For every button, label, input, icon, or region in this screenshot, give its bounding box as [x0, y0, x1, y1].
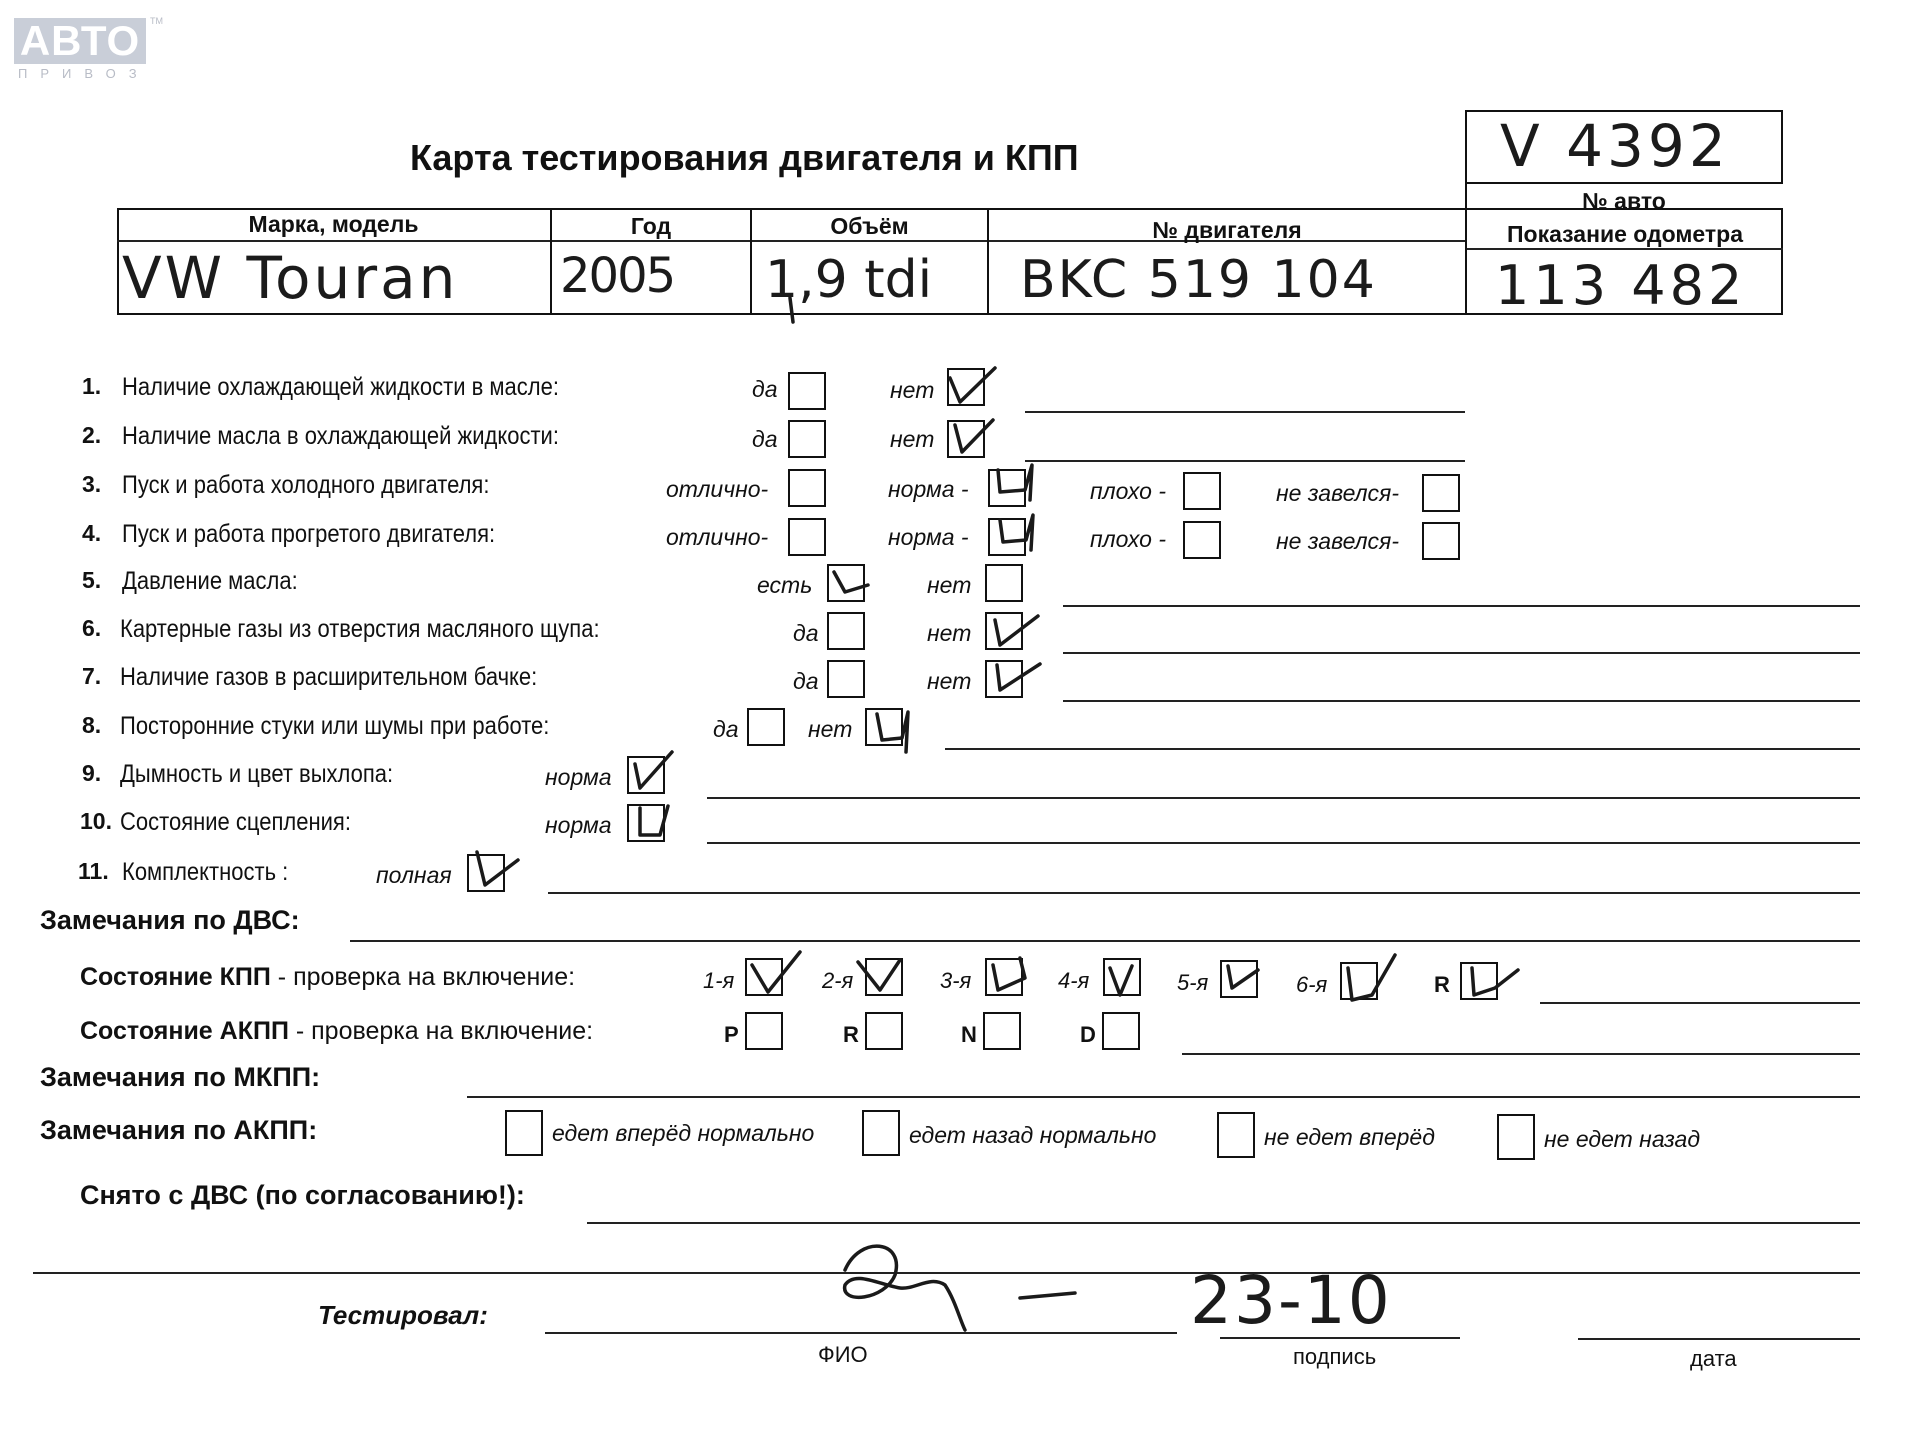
removed-label-bold: Снято с ДВС — [80, 1180, 249, 1210]
year-value: 2005 — [560, 248, 675, 304]
item-11-opt-full: полная — [376, 862, 452, 888]
logo-subtitle: ПРИВОЗ — [18, 66, 150, 81]
item-7-opt-no: нет — [927, 668, 972, 694]
item-9-number: 9. — [82, 760, 102, 786]
remarks-dvs-label: Замечания по ДВС: — [40, 905, 300, 935]
item-8-text: Посторонние стуки или шумы при работе: — [120, 712, 550, 740]
check-kpp-6 — [1348, 955, 1395, 1000]
item-10-text: Состояние сцепления: — [120, 808, 351, 836]
tested-label: Тестировал: — [318, 1300, 488, 1330]
date-value: 23-10 — [1190, 1262, 1392, 1339]
item-3-opt-normal: норма - — [888, 476, 969, 502]
check-item-7-no — [997, 664, 1040, 690]
item-7-number: 7. — [82, 663, 102, 689]
item-3-opt-excellent: отлично- — [666, 476, 769, 502]
item-4-opt-excellent: отлично- — [666, 524, 769, 550]
auto-number-value: V 4392 — [1500, 112, 1730, 180]
kpp-label-bold: Состояние КПП — [80, 963, 271, 991]
item-3-opt-nostart: не завелся- — [1276, 480, 1400, 506]
item-5-number: 5. — [82, 567, 102, 593]
check-kpp-3 — [993, 958, 1025, 990]
check-item-9-normal — [635, 752, 672, 788]
item-7-text: Наличие газов в расширительном бачке: — [120, 663, 538, 691]
check-item-10-normal — [640, 806, 668, 835]
item-2-text: Наличие масла в охлаждающей жидкости: — [122, 422, 559, 450]
item-5-text: Давление масла: — [122, 567, 298, 595]
akpp-label-rest: - проверка на включение: — [288, 1017, 594, 1045]
akpp-opt-forward: едет вперёд нормально — [552, 1120, 815, 1146]
check-kpp-1 — [752, 952, 800, 992]
kpp-gear-6-label: 6-я — [1296, 972, 1328, 997]
item-1-opt-yes: да — [752, 376, 778, 402]
item-9-opt-normal: норма — [545, 764, 612, 790]
auto-number-label: № авто — [1582, 188, 1666, 214]
item-4-opt-nostart: не завелся- — [1276, 528, 1400, 554]
logo-text: АВТО — [19, 17, 141, 64]
volume-label: Объём — [830, 213, 909, 239]
check-item-4-normal — [1000, 515, 1033, 550]
akpp-gear-p-label: P — [724, 1022, 739, 1047]
item-8-opt-yes: да — [713, 716, 739, 742]
item-1-opt-no: нет — [890, 377, 935, 403]
item-1-number: 1. — [82, 373, 102, 399]
item-4-opt-bad: плохо - — [1090, 526, 1166, 552]
check-item-6-no — [995, 616, 1038, 645]
check-kpp-r — [1472, 968, 1518, 995]
make-label: Марка, модель — [248, 211, 419, 237]
kpp-label-rest: - проверка на включение: — [270, 963, 576, 991]
year-label: Год — [630, 213, 672, 239]
item-11-text: Комплектность : — [122, 858, 289, 886]
item-5-opt-yes: есть — [757, 572, 813, 598]
item-7-opt-yes: да — [793, 668, 819, 694]
item-8-opt-no: нет — [808, 716, 853, 742]
item-3-number: 3. — [82, 471, 102, 497]
item-3-text: Пуск и работа холодного двигателя: — [122, 471, 490, 499]
date-caption: дата — [1690, 1346, 1737, 1371]
kpp-gear-4-label: 4-я — [1058, 968, 1090, 993]
item-8-number: 8. — [82, 712, 102, 738]
page-title: Карта тестирования двигателя и КПП — [410, 137, 1079, 178]
odometer-value: 113 482 — [1495, 254, 1747, 317]
fio-caption: ФИО — [818, 1342, 868, 1367]
check-kpp-5 — [1228, 966, 1258, 988]
item-1-text: Наличие охлаждающей жидкости в масле: — [122, 373, 559, 401]
kpp-gear-1-label: 1-я — [703, 968, 735, 993]
akpp-opt-backward: едет назад нормально — [909, 1122, 1157, 1148]
odometer-label: Показание одометра — [1507, 221, 1743, 247]
akpp-gear-r-label: R — [843, 1022, 859, 1047]
sign-caption: подпись — [1293, 1344, 1377, 1369]
item-3-opt-bad: плохо - — [1090, 478, 1166, 504]
check-item-1-no — [950, 368, 995, 402]
kpp-gear-3-label: 3-я — [940, 968, 972, 993]
item-10-number: 10. — [80, 808, 112, 834]
akpp-opt-no-forward: не едет вперёд — [1264, 1124, 1435, 1150]
check-item-8-no — [877, 712, 908, 752]
check-kpp-4 — [1110, 966, 1132, 995]
remarks-akpp-label: Замечания по АКПП: — [40, 1115, 318, 1145]
check-item-5-yes — [834, 572, 868, 592]
akpp-gear-d-label: D — [1080, 1022, 1096, 1047]
remarks-mkpp-label: Замечания по МКПП: — [40, 1062, 321, 1092]
item-2-number: 2. — [82, 422, 102, 448]
item-6-opt-yes: да — [793, 620, 819, 646]
volume-slash — [790, 298, 793, 322]
item-4-opt-normal: норма - — [888, 524, 969, 550]
item-9-text: Дымность и цвет выхлопа: — [120, 760, 394, 788]
check-item-11-full — [477, 852, 518, 885]
item-6-text: Картерные газы из отверстия масляного щупа: — [120, 615, 600, 643]
removed-label-rest: (по согласованию!): — [248, 1180, 525, 1210]
item-11-number: 11. — [78, 858, 109, 884]
kpp-gear-r-label: R — [1434, 972, 1450, 997]
item-2-opt-yes: да — [752, 426, 778, 452]
item-4-number: 4. — [82, 520, 102, 546]
item-10-opt-normal: норма — [545, 812, 612, 838]
akpp-label-bold: Состояние АКПП — [80, 1017, 289, 1045]
item-2-opt-no: нет — [890, 426, 935, 452]
volume-value: 1,9 tdi — [765, 250, 933, 310]
engine-value: BKC 519 104 — [1020, 250, 1377, 310]
item-6-opt-no: нет — [927, 620, 972, 646]
item-4-text: Пуск и работа прогретого двигателя: — [122, 520, 496, 548]
check-item-3-normal — [998, 465, 1032, 500]
akpp-gear-n-label: N — [961, 1022, 977, 1047]
akpp-opt-no-backward: не едет назад — [1544, 1126, 1701, 1152]
kpp-gear-2-label: 2-я — [822, 968, 854, 993]
item-5-opt-no: нет — [927, 572, 972, 598]
signature-scrawl — [845, 1246, 1075, 1330]
item-6-number: 6. — [82, 615, 102, 641]
check-item-2-no — [955, 420, 993, 452]
logo-tm: TM — [150, 16, 163, 26]
check-kpp-2 — [858, 960, 900, 990]
kpp-gear-5-label: 5-я — [1177, 970, 1209, 995]
make-value: VW Touran — [122, 244, 459, 312]
engine-label: № двигателя — [1152, 217, 1302, 243]
